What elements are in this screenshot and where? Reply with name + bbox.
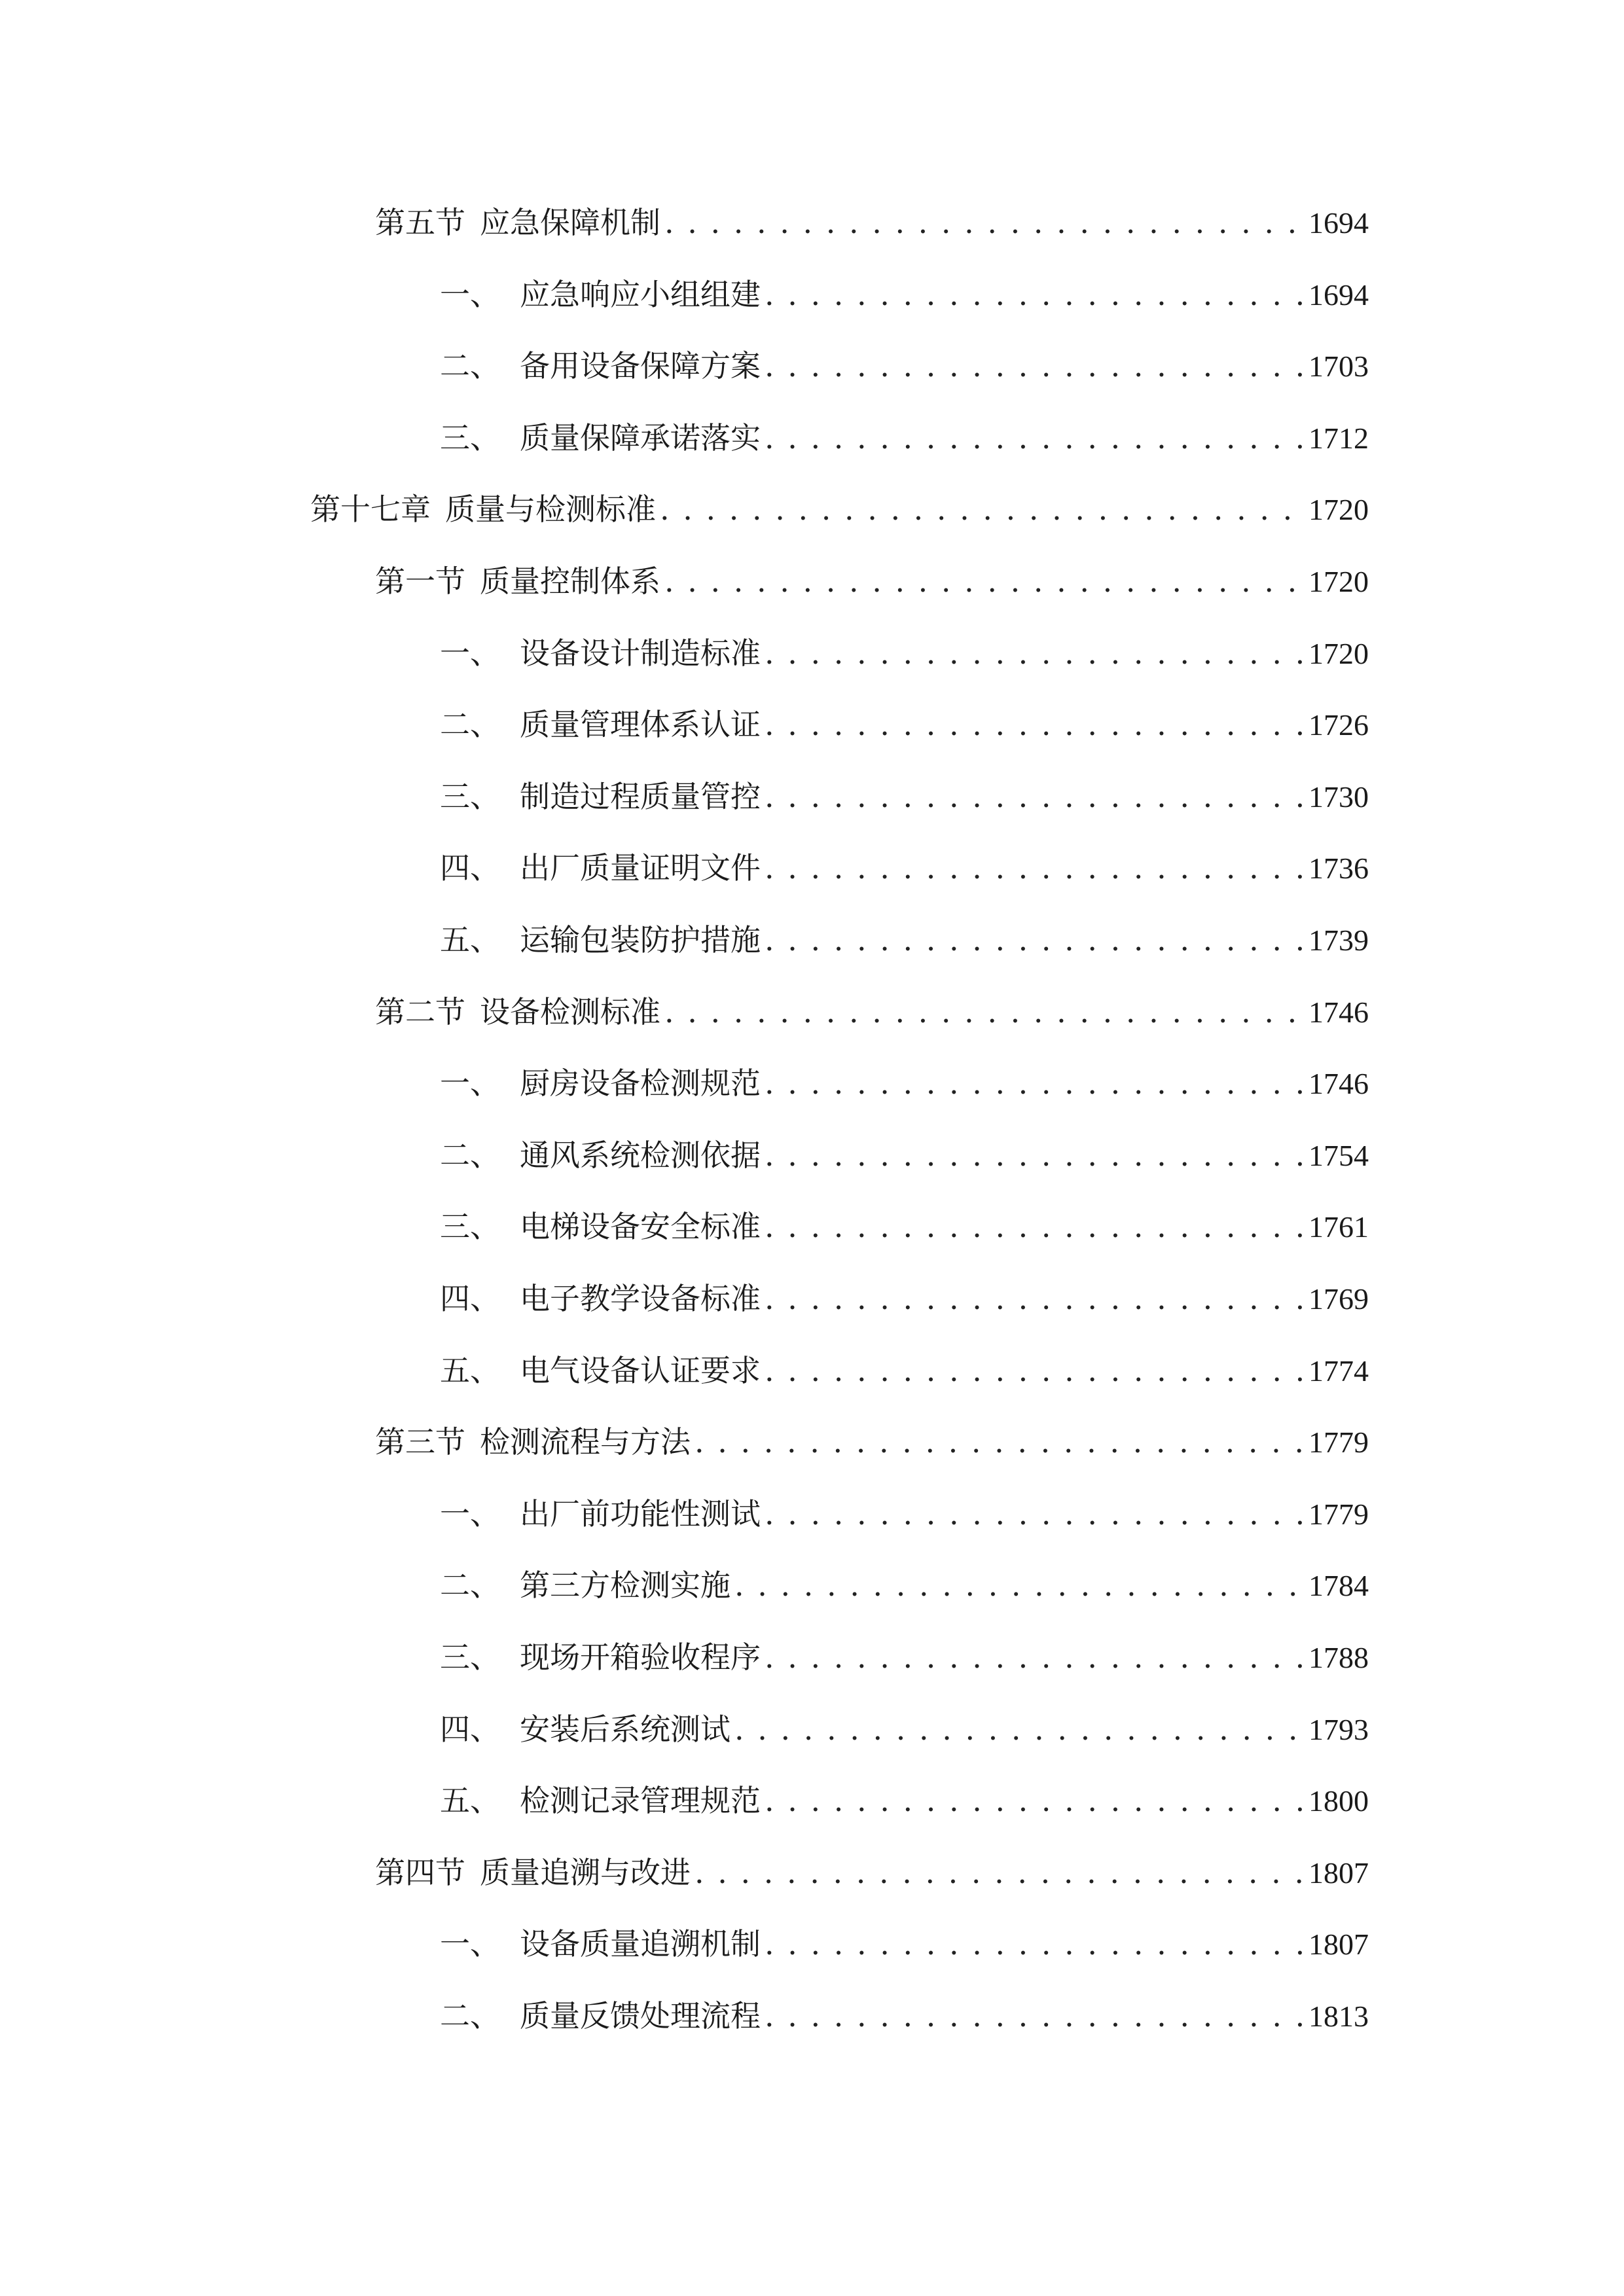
toc-entry-item[interactable] bbox=[440, 268, 1369, 321]
toc-entry-number: 一、 bbox=[440, 1926, 500, 1962]
toc-entry-page-number: 1800 bbox=[1308, 1784, 1369, 1818]
toc-entry-section[interactable] bbox=[375, 1416, 1369, 1468]
toc-entry-page-number: 1807 bbox=[1308, 1856, 1369, 1890]
toc-entry-number: 一、 bbox=[440, 636, 500, 671]
toc-entry-number: 三、 bbox=[440, 779, 500, 814]
toc-entry-page-number: 1807 bbox=[1308, 1928, 1369, 1961]
toc-entry-page-number: 1769 bbox=[1308, 1282, 1369, 1316]
dot-leader bbox=[761, 340, 1308, 392]
toc-entry-number: 二、 bbox=[440, 1998, 500, 2034]
dot-leader bbox=[660, 986, 1308, 1038]
toc-entry-number: 三、 bbox=[440, 1640, 500, 1675]
toc-entry-item[interactable] bbox=[440, 1200, 1369, 1253]
toc-entry-page-number: 1754 bbox=[1308, 1139, 1369, 1172]
toc-entry-title: 质量追溯与改进 bbox=[480, 1855, 691, 1890]
dot-leader bbox=[761, 1344, 1308, 1397]
dot-leader bbox=[761, 1990, 1308, 2042]
toc-entry-title: 应急响应小组组建 bbox=[520, 277, 761, 312]
toc-entry-page-number: 1720 bbox=[1308, 565, 1369, 598]
toc-entry-item[interactable] bbox=[440, 914, 1369, 966]
dot-leader bbox=[761, 698, 1308, 751]
toc-entry-page-number: 1813 bbox=[1308, 2000, 1369, 2033]
toc-entry-item[interactable] bbox=[440, 842, 1369, 894]
toc-entry-page-number: 1730 bbox=[1308, 780, 1369, 814]
toc-entry-page-number: 1788 bbox=[1308, 1641, 1369, 1674]
toc-entry-number: 五、 bbox=[440, 1353, 500, 1388]
dot-leader bbox=[761, 1057, 1308, 1109]
toc-entry-title: 质量反馈处理流程 bbox=[520, 1998, 761, 2034]
toc-entry-item[interactable] bbox=[440, 1631, 1369, 1683]
toc-entry-title: 设备设计制造标准 bbox=[520, 636, 761, 671]
toc-entry-item[interactable] bbox=[440, 412, 1369, 464]
toc-entry-title: 质量保障承诺落实 bbox=[520, 420, 761, 456]
dot-leader bbox=[761, 412, 1308, 464]
toc-entry-section[interactable] bbox=[375, 986, 1369, 1038]
toc-entry-title: 检测记录管理规范 bbox=[520, 1783, 761, 1818]
dot-leader bbox=[656, 483, 1308, 535]
toc-entry-page-number: 1761 bbox=[1308, 1210, 1369, 1244]
toc-entry-section[interactable] bbox=[375, 196, 1369, 249]
toc-entry-item[interactable] bbox=[440, 340, 1369, 392]
toc-entry-number: 四、 bbox=[440, 1712, 500, 1747]
toc-entry-number: 四、 bbox=[440, 1281, 500, 1316]
toc-entry-item[interactable] bbox=[440, 627, 1369, 679]
toc-entry-number: 二、 bbox=[440, 707, 500, 742]
toc-entry-title: 电子教学设备标准 bbox=[520, 1281, 761, 1316]
toc-entry-title: 应急保障机制 bbox=[480, 205, 660, 240]
toc-entry-title: 设备质量追溯机制 bbox=[520, 1926, 761, 1962]
toc-entry-page-number: 1793 bbox=[1308, 1713, 1369, 1746]
dot-leader bbox=[761, 1200, 1308, 1253]
toc-entry-page-number: 1703 bbox=[1308, 350, 1369, 383]
toc-entry-number: 一、 bbox=[440, 1066, 500, 1101]
dot-leader bbox=[761, 1488, 1308, 1540]
toc-entry-number: 第二节 bbox=[375, 994, 465, 1030]
toc-entry-title: 备用设备保障方案 bbox=[520, 348, 761, 384]
toc-entry-number: 第一节 bbox=[375, 564, 465, 599]
toc-entry-item[interactable] bbox=[440, 1272, 1369, 1325]
toc-entry-number: 二、 bbox=[440, 1568, 500, 1603]
dot-leader bbox=[761, 842, 1308, 894]
dot-leader bbox=[761, 1631, 1308, 1683]
toc-entry-title: 制造过程质量管控 bbox=[520, 779, 761, 814]
dot-leader bbox=[691, 1846, 1308, 1899]
toc-entry-number: 三、 bbox=[440, 1209, 500, 1244]
toc-entry-page-number: 1712 bbox=[1308, 422, 1369, 455]
dot-leader bbox=[761, 1272, 1308, 1325]
toc-entry-title: 设备检测标准 bbox=[480, 994, 660, 1030]
toc-entry-page-number: 1774 bbox=[1308, 1354, 1369, 1388]
toc-entry-title: 安装后系统测试 bbox=[520, 1712, 731, 1747]
toc-entry-item[interactable] bbox=[440, 698, 1369, 751]
toc-entry-title: 第三方检测实施 bbox=[520, 1568, 731, 1603]
toc-entry-title: 质量与检测标准 bbox=[445, 492, 656, 527]
toc-entry-page-number: 1779 bbox=[1308, 1426, 1369, 1459]
toc-entry-number: 第三节 bbox=[375, 1424, 465, 1460]
toc-entry-section[interactable] bbox=[375, 1846, 1369, 1899]
toc-entry-number: 三、 bbox=[440, 420, 500, 456]
toc-entry-title: 检测流程与方法 bbox=[480, 1424, 691, 1460]
toc-entry-title: 质量管理体系认证 bbox=[520, 707, 761, 742]
toc-entry-page-number: 1784 bbox=[1308, 1569, 1369, 1602]
toc-entry-number: 第十七章 bbox=[310, 492, 431, 527]
toc-entry-title: 电气设备认证要求 bbox=[520, 1353, 761, 1388]
dot-leader bbox=[731, 1703, 1308, 1755]
toc-entry-item[interactable] bbox=[440, 1990, 1369, 2042]
dot-leader bbox=[761, 1774, 1308, 1827]
toc-entry-number: 第五节 bbox=[375, 205, 465, 240]
toc-entry-number: 二、 bbox=[440, 1138, 500, 1173]
dot-leader bbox=[761, 914, 1308, 966]
toc-entry-page-number: 1736 bbox=[1308, 852, 1369, 885]
toc-entry-page-number: 1746 bbox=[1308, 996, 1369, 1029]
toc-entry-page-number: 1739 bbox=[1308, 924, 1369, 957]
toc-entry-section[interactable] bbox=[375, 555, 1369, 607]
dot-leader bbox=[761, 770, 1308, 823]
toc-entry-chapter[interactable] bbox=[310, 483, 1369, 535]
dot-leader bbox=[731, 1559, 1308, 1611]
toc-entry-number: 五、 bbox=[440, 1783, 500, 1818]
toc-entry-title: 电梯设备安全标准 bbox=[520, 1209, 761, 1244]
dot-leader bbox=[761, 627, 1308, 679]
toc-entry-item[interactable] bbox=[440, 1057, 1369, 1109]
toc-entry-item[interactable] bbox=[440, 1559, 1369, 1611]
toc-entry-title: 现场开箱验收程序 bbox=[520, 1640, 761, 1675]
toc-entry-item[interactable] bbox=[440, 1344, 1369, 1397]
dot-leader bbox=[660, 196, 1308, 249]
toc-entry-page-number: 1694 bbox=[1308, 206, 1369, 240]
toc-entry-page-number: 1779 bbox=[1308, 1498, 1369, 1531]
toc-entry-number: 第四节 bbox=[375, 1855, 465, 1890]
toc-entry-number: 二、 bbox=[440, 348, 500, 384]
toc-entry-title: 通风系统检测依据 bbox=[520, 1138, 761, 1173]
toc-entry-item[interactable] bbox=[440, 1488, 1369, 1540]
toc-entry-title: 厨房设备检测规范 bbox=[520, 1066, 761, 1101]
toc-entry-page-number: 1694 bbox=[1308, 278, 1369, 312]
toc-entry-page-number: 1720 bbox=[1308, 637, 1369, 670]
toc-entry-number: 五、 bbox=[440, 922, 500, 958]
dot-leader bbox=[761, 1129, 1308, 1181]
toc-entry-number: 四、 bbox=[440, 850, 500, 886]
dot-leader bbox=[691, 1416, 1308, 1468]
toc-entry-page-number: 1746 bbox=[1308, 1067, 1369, 1100]
toc-entry-title: 出厂前功能性测试 bbox=[520, 1496, 761, 1532]
toc-entry-title: 出厂质量证明文件 bbox=[520, 850, 761, 886]
dot-leader bbox=[660, 555, 1308, 607]
toc-entry-item[interactable] bbox=[440, 1774, 1369, 1827]
toc-entry-title: 运输包装防护措施 bbox=[520, 922, 761, 958]
toc-entry-page-number: 1720 bbox=[1308, 493, 1369, 526]
toc-entry-item[interactable] bbox=[440, 1703, 1369, 1755]
toc-entry-page-number: 1726 bbox=[1308, 708, 1369, 742]
dot-leader bbox=[761, 268, 1308, 321]
toc-entry-item[interactable] bbox=[440, 1129, 1369, 1181]
dot-leader bbox=[761, 1918, 1308, 1970]
toc-entry-number: 一、 bbox=[440, 1496, 500, 1532]
toc-entry-item[interactable] bbox=[440, 1918, 1369, 1970]
toc-entry-item[interactable] bbox=[440, 770, 1369, 823]
toc-entry-title: 质量控制体系 bbox=[480, 564, 660, 599]
toc-entry-number: 一、 bbox=[440, 277, 500, 312]
